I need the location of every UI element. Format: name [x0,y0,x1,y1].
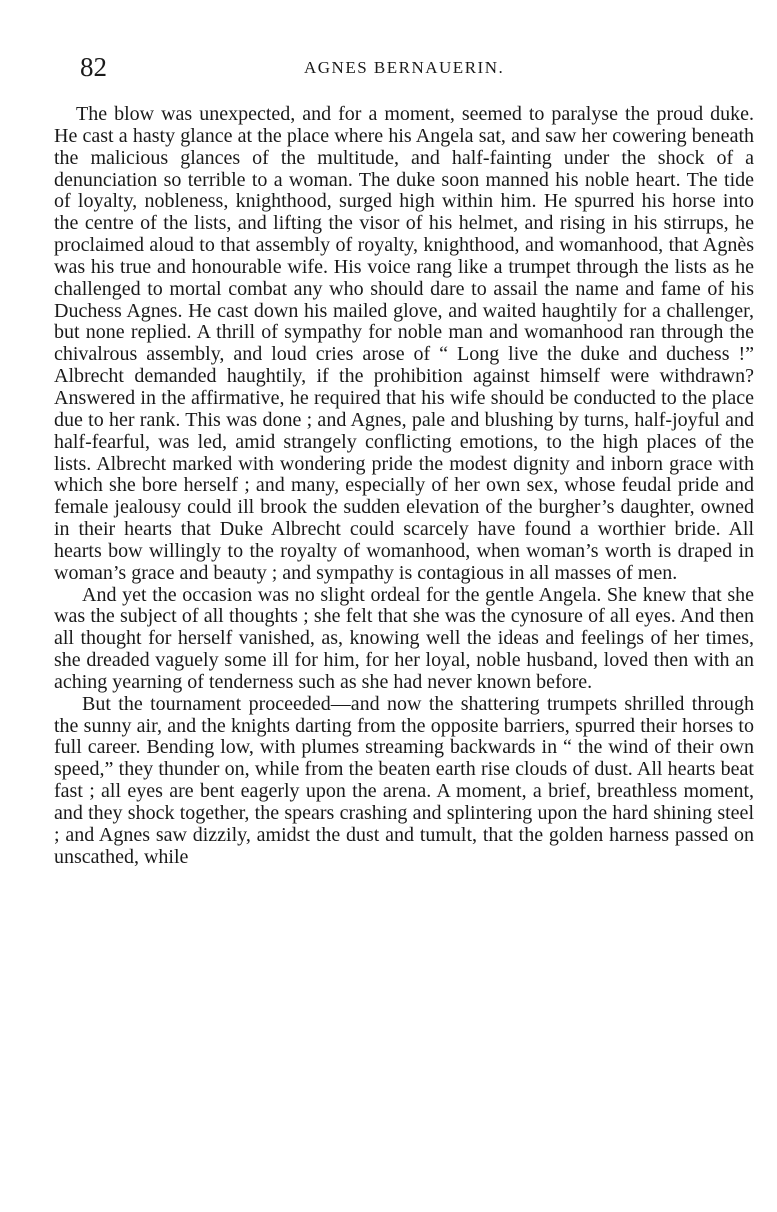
paragraph-3: But the tournament proceeded—and now the shattering trumpets shrilled through the sunny air, and the knights darting from the opposite barriers, spurred their horses to full career. Bending low, with plumes streaming backwards in “ the wind of their own speed,” they thunder on, while from the beaten earth rise clouds of dust. All hearts beat fast ; all eyes are bent eagerly upon the arena. A moment, a brief, breathless moment, and they shock together, the spears crashing and splintering upon the hard shining steel ; and Agnes saw dizzily, amidst the dust and tumult, that the golden harness passed on unscathed, while [54,692,754,868]
body-text [54,104,754,869]
page-header [0,52,777,82]
running-title: AGNES BERNAUERIN. [304,58,505,77]
paragraph-1: The blow was unexpected, and for a moment, seemed to paralyse the proud duke. He cast a hasty glance at the place where his Angela sat, and saw her cowering beneath the malicious glances of the multitude, and half-fainting under the shock of a denunciation so terrible to a woman. The duke soon manned his noble heart. The tide of loyalty, nobleness, knighthood, surged high within him. He spurred his horse into the centre of the lists, and lifting the visor of his helmet, and rising in his stirrups, he proclaimed aloud to that assembly of royalty, knighthood, and womanhood, that Agnès was his true and honourable wife. His voice rang like a trumpet through the lists as he challenged to mortal combat any who should dare to assail the name and fame of his Duchess Agnes. He cast down his mailed glove, and waited haughtily for a challenger, but none replied. A thrill of sympathy for noble man and womanhood ran through the chivalrous assembly, and loud cries arose of “ Long live the duke and duchess !” Albrecht demanded haughtily, if the prohibition against himself were withdrawn? Answered in the affirmative, he required that his wife should be conducted to the place due to her rank. This was done ; and Agnes, pale and blushing by turns, half-joyful and half-fearful, was led, amid strangely conflicting emotions, to the high places of the lists. Albrecht marked with wondering pride the modest dignity and inborn grace with which she bore herself ; and many, especially of her own sex, whose feudal pride and female jealousy could ill brook the sudden elevation of the burgher’s daughter, owned in their hearts that Duke Albrecht could scarcely have found a worthier bride. All hearts bow willingly to the royalty of womanhood, when woman’s worth is draped in woman’s grace and beauty ; and sympathy is contagious in all masses of men. [54,103,754,584]
paragraph-2: And yet the occasion was no slight ordeal for the gentle Angela. She knew that she was the subject of all thoughts ; she felt that she was the cynosure of all eyes. And then all thought for herself vanished, as, knowing well the ideas and feelings of her times, she dreaded vaguely some ill for him, for her loyal, noble husband, loved then with an aching yearning of tenderness such as she had never known before. [54,583,754,693]
page-number: 82 [80,52,107,82]
